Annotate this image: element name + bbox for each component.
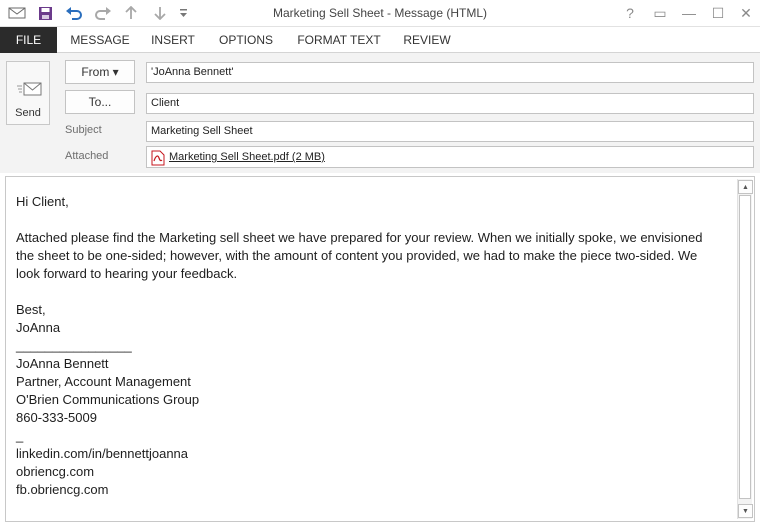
scroll-up-button[interactable]: ▲ (738, 180, 753, 194)
tab-message[interactable]: MESSAGE (70, 33, 130, 47)
help-icon[interactable]: ? (626, 5, 634, 21)
body-paragraph: Attached please find the Marketing sell sheet we have prepared for your review. When we initially spoke, we envisioned the sheet to be one-sided; however, with the amount of content you provided, we had to make the piece two-sided. We look forward to hearing your feedback. (16, 230, 703, 281)
tab-file[interactable]: FILE (0, 27, 57, 53)
pdf-file-icon (151, 150, 165, 171)
close-icon[interactable]: ✕ (740, 4, 752, 21)
attachment-link[interactable]: Marketing Sell Sheet.pdf (2 MB) (169, 151, 325, 163)
signature-phone: 860-333-5009 (16, 410, 97, 425)
subject-field[interactable]: Marketing Sell Sheet (146, 121, 754, 142)
tab-format-text[interactable]: FORMAT TEXT (297, 33, 381, 47)
send-button[interactable] (6, 61, 50, 125)
scroll-down-button[interactable]: ▼ (738, 504, 753, 518)
subject-label: Subject (65, 124, 102, 136)
signature-dash: _ (16, 428, 24, 443)
signature-title: Partner, Account Management (16, 374, 191, 389)
tab-review[interactable]: REVIEW (403, 33, 451, 47)
signature-facebook[interactable]: fb.obriencg.com (16, 482, 109, 497)
to-field[interactable]: Client (146, 93, 754, 114)
message-header (0, 53, 760, 173)
signature-separator: ________________ (16, 338, 132, 353)
signature-website[interactable]: obriencg.com (16, 464, 95, 479)
send-label: Send (15, 107, 41, 119)
message-body[interactable] (5, 176, 755, 522)
scroll-thumb[interactable] (739, 195, 751, 499)
sender-short-name: JoAnna (16, 320, 61, 335)
from-button[interactable]: From ▾ (65, 60, 135, 84)
vertical-scrollbar[interactable] (737, 179, 752, 519)
closing-line: Best, (16, 302, 46, 317)
ribbon-display-options-icon[interactable]: ▭ (653, 4, 667, 21)
send-icon (16, 80, 42, 98)
maximize-icon[interactable]: ☐ (711, 4, 725, 21)
minimize-icon[interactable]: — (682, 5, 696, 21)
from-field[interactable]: 'JoAnna Bennett' (146, 62, 754, 83)
window-title: Marketing Sell Sheet - Message (HTML) (272, 6, 488, 20)
signature-company: O'Brien Communications Group (16, 392, 200, 407)
greeting-line: Hi Client, (16, 194, 69, 209)
tab-insert[interactable]: INSERT (151, 33, 195, 47)
body-text[interactable] (16, 193, 716, 499)
attachment-field[interactable] (146, 146, 754, 168)
signature-name: JoAnna Bennett (16, 356, 109, 371)
title-bar (0, 0, 760, 27)
ribbon-tabs (0, 27, 760, 53)
to-button[interactable]: To... (65, 90, 135, 114)
tab-options[interactable]: OPTIONS (218, 33, 273, 47)
attached-label: Attached (65, 150, 109, 162)
signature-linkedin[interactable]: linkedin.com/in/bennettjoanna (16, 446, 189, 461)
